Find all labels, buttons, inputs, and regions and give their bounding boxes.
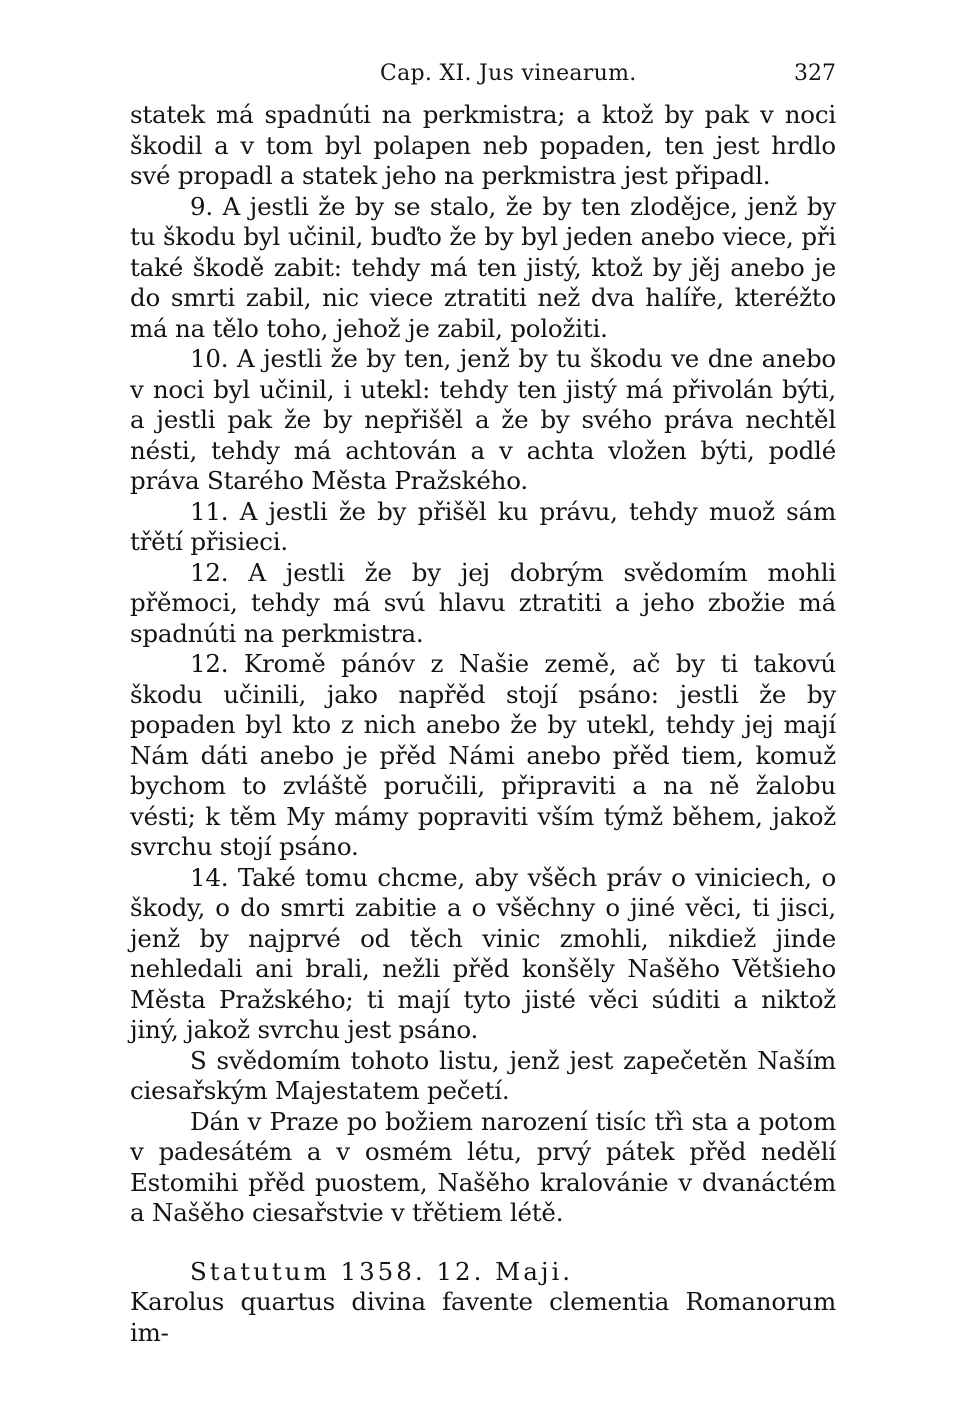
section-gap [130, 1229, 836, 1257]
paragraph-seal: S svědomím tohoto listu, jenž jest zapečetěn Naším ciesařským Majestatem pečetí. [130, 1045, 836, 1105]
paragraph-continuation: statek má spadnúti na perkmistra; a ktož by pak v noci škodil a v tom byl polapen neb popaden, ten jest hrdlo své propadl a statek jeho na perkmistra jest připadl. [130, 100, 836, 190]
paragraph-article-14: 14. Také tomu chcme, aby všěch práv o viniciech, o škody, o do smrti zabitie a o všěchny o jiné věci, ti jisci, jenž by najprvé od těch vinic zmohli, nikdiež jinde nehledali ani brali, nežli přěd konšěly Našěho Většieho Města Pražského; ti mají tyto jisté věci súditi a niktož jiný, jakož svrchu jest psáno. [130, 862, 836, 1044]
body-text [130, 100, 836, 1348]
paragraph-date: Dán v Praze po božiem narození tisíc třì sta a potom v padesátém a v osmém létu, prvý pátek přěd nedělí Estomihi přěd puostem, Našěho kralovánie v dvanáctém a Našěho ciesařstvie v třětiem létě. [130, 1106, 836, 1227]
paragraph-article-10: 10. A jestli že by ten, jenž by tu škodu ve dne anebo v noci byl učinil, i utekl: tehdy ten jistý má přivolán býti, a jestli pak že by nepřišěl a že by svého práva nechtěl nésti, tehdy má achtován a v achta vložen býti, podlé práva Starého Města Pražského. [130, 344, 836, 495]
running-title: Cap. XI. Jus vinearum. [380, 61, 637, 86]
paragraph-article-9: 9. A jestli že by se stalo, že by ten zlodějce, jenž by tu škodu byl učinil, buďto že by byl jeden anebo viece, při také škodě zabit: tehdy má ten jistý, ktož by jěj anebo je do smrti zabil, nic viece ztratiti než dva halíře, kteréžto má na tělo toho, jehož je zabil, položiti. [130, 191, 836, 343]
statute-heading: Statutum 1358. 12. Maji. [190, 1256, 574, 1286]
paragraph-article-11: 11. A jestli že by přišěl ku právu, tehdy muož sám třětí přisieci. [130, 496, 836, 556]
paragraph-article-12b: 12. Kromě pánóv z Našie země, ač by ti takovú škodu učinili, jako napřěd stojí psáno: jestli že by popaden byl kto z nich anebo že by utekl, tehdy jej mají Nám dáti anebo je přěd Námi anebo přěd tiem, komuž bychom to zvláště poručili, připraviti a na ně žalobu vésti; k těm My mámy popraviti vším týmž během, jakož svrchu stojí psáno. [130, 649, 836, 861]
running-header [130, 60, 836, 100]
statute-text: Karolus quartus divina favente clementia Romanorum im- [130, 1287, 836, 1347]
book-page [130, 60, 836, 1348]
paragraph-article-12a: 12. A jestli že by jej dobrým svědomím mohli přěmoci, tehdy má svú hlavu ztratiti a jeho zbožie má spadnúti na perkmistra. [130, 557, 836, 648]
page-number: 327 [794, 61, 836, 86]
